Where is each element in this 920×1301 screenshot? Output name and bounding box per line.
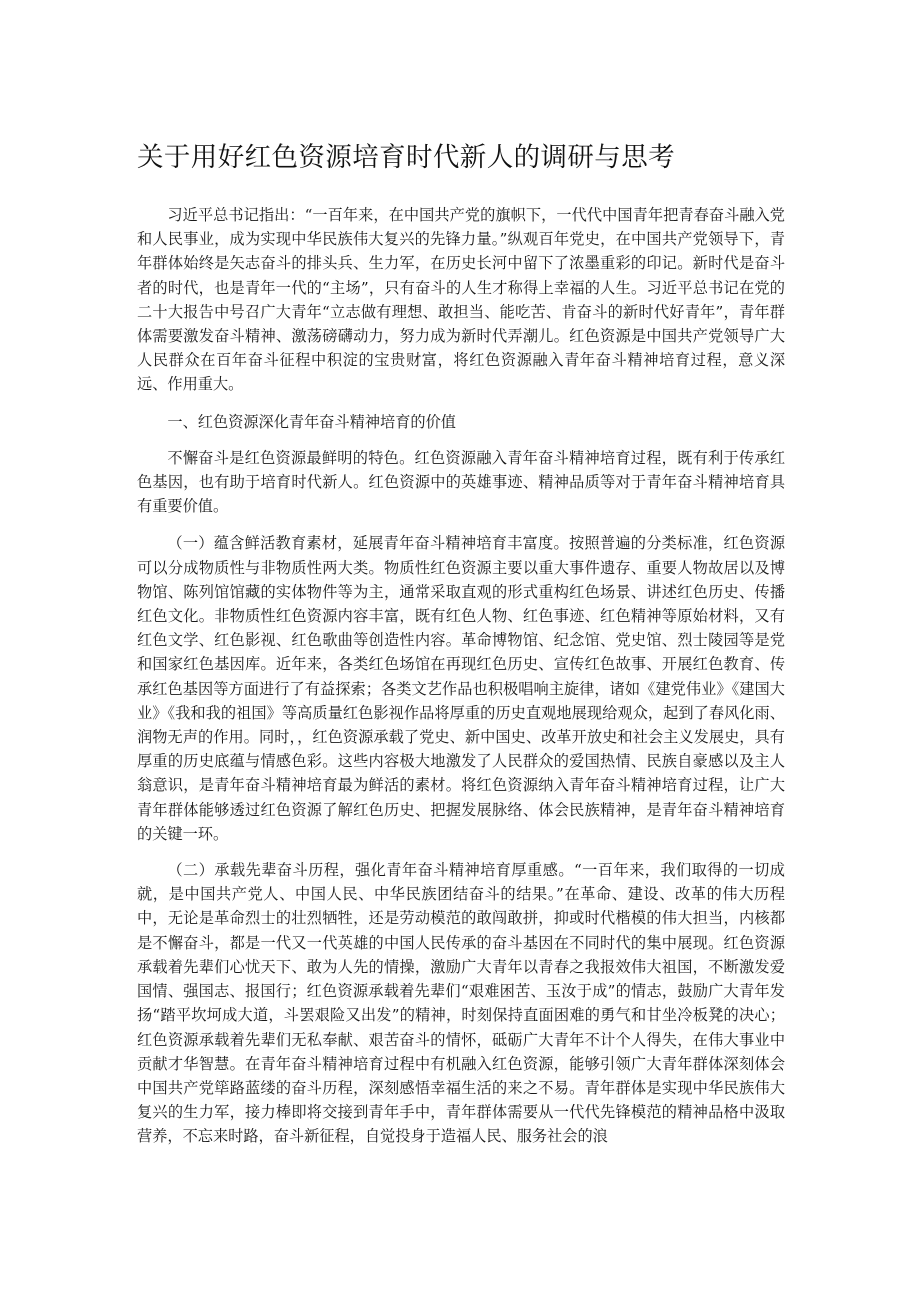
subsection-paragraph-1: （一）蕴含鲜活教育素材，延展青年奋斗精神培育丰富度。按照普遍的分类标准，红色资源可以分成物质性与非物质性两大类。物质性红色资源主要以重大事件遗存、重要人物故居以及博物馆、陈列馆馆藏的实体物件等为主，通常采取直观的形式重构红色场景、讲述红色历史、传播红色文化。非物质性红色资源内容丰富，既有红色人物、红色事迹、红色精神等原始材料，又有红色文学、红色影视、红色歌曲等创造性内容。革命博物馆、纪念馆、党史馆、烈士陵园等是党和国家红色基因库。近年来，各类红色场馆在再现红色历史、宣传红色故事、开展红色教育、传承红色基因等方面进行了有益探索；各类文艺作品也积极唱响主旋律，诸如《建党伟业》《建国大业》《我和我的祖国》等高质量红色影视作品将厚重的历史直观地展现给观众，起到了春风化雨、润物无声的作用。同时，，红色资源承载了党史、新中国史、改革开放史和社会主义发展史，具有厚重的历史底蕴与情感色彩。这些内容极大地激发了人民群众的爱国热情、民族自豪感以及主人翁意识，是青年奋斗精神培育最为鲜活的素材。将红色资源纳入青年奋斗精神培育过程，让广大青年群体能够透过红色资源了解红色历史、把握发展脉络、体会民族精神，是青年奋斗精神培育的关键一环。 — [137, 534, 785, 843]
subsection-paragraph-2: （二）承载先辈奋斗历程，强化青年奋斗精神培育厚重感。“一百年来，我们取得的一切成就，是中国共产党人、中国人民、中华民族团结奋斗的结果。”在革命、建设、改革的伟大历程中，无论是革命烈士的壮烈牺牲，还是劳动模范的敢闯敢拼，抑或时代楷模的伟大担当，内核都是不懈奋斗，都是一代又一代英雄的中国人民传承的奋斗基因在不同时代的集中展现。红色资源承载着先辈们心忧天下、敢为人先的情操，激励广大青年以青春之我报效伟大祖国，不断激发爱国情、强国志、报国行；红色资源承载着先辈们“艰难困苦、玉汝于成”的情志，鼓励广大青年发扬“踏平坎坷成大道，斗罢艰险又出发”的精神，时刻保持直面困难的勇气和甘坐冷板凳的决心；红色资源承载着先辈们无私奉献、艰苦奋斗的情怀，砥砺广大青年不计个人得失，在伟大事业中贡献才华智慧。在青年奋斗精神培育过程中有机融入红色资源，能够引领广大青年群体深刻体会中国共产党筚路蓝缕的奋斗历程，深刻感悟幸福生活的来之不易。青年群体是实现中华民族伟大复兴的生力军，接力棒即将交接到青年手中，青年群体需要从一代代先锋模范的精神品格中汲取营养，不忘来时路，奋斗新征程，自觉投身于造福人民、服务社会的浪 — [137, 861, 785, 1146]
section-heading: 一、红色资源深化青年奋斗精神培育的价值 — [167, 412, 456, 431]
section-intro-paragraph: 不懈奋斗是红色资源最鲜明的特色。红色资源融入青年奋斗精神培育过程，既有利于传承红色基因，也有助于培育时代新人。红色资源中的英雄事迹、精神品质等对于青年奋斗精神培育具有重要价值。 — [137, 448, 785, 516]
document-title: 关于用好红色资源培育时代新人的调研与思考 — [137, 142, 675, 173]
document-body — [137, 138, 785, 1149]
intro-paragraph: 习近平总书记指出：“一百年来，在中国共产党的旗帜下，一代代中国青年把青春奋斗融入党和人民事业，成为实现中华民族伟大复兴的先锋力量。”纵观百年党史，在中国共产党领导下，青年群体始终是矢志奋斗的排头兵、生力军，在历史长河中留下了浓墨重彩的印记。新时代是奋斗者的时代，也是青年一代的“主场”，只有奋斗的人生才称得上幸福的人生。习近平总书记在党的二十大报告中号召广大青年“立志做有理想、敢担当、能吃苦、肯奋斗的新时代好青年”，青年群体需要激发奋斗精神、激荡磅礴动力，努力成为新时代弄潮儿。红色资源是中国共产党领导广大人民群众在百年奋斗征程中积淀的宝贵财富，将红色资源融入青年奋斗精神培育过程，意义深远、作用重大。 — [137, 206, 785, 394]
